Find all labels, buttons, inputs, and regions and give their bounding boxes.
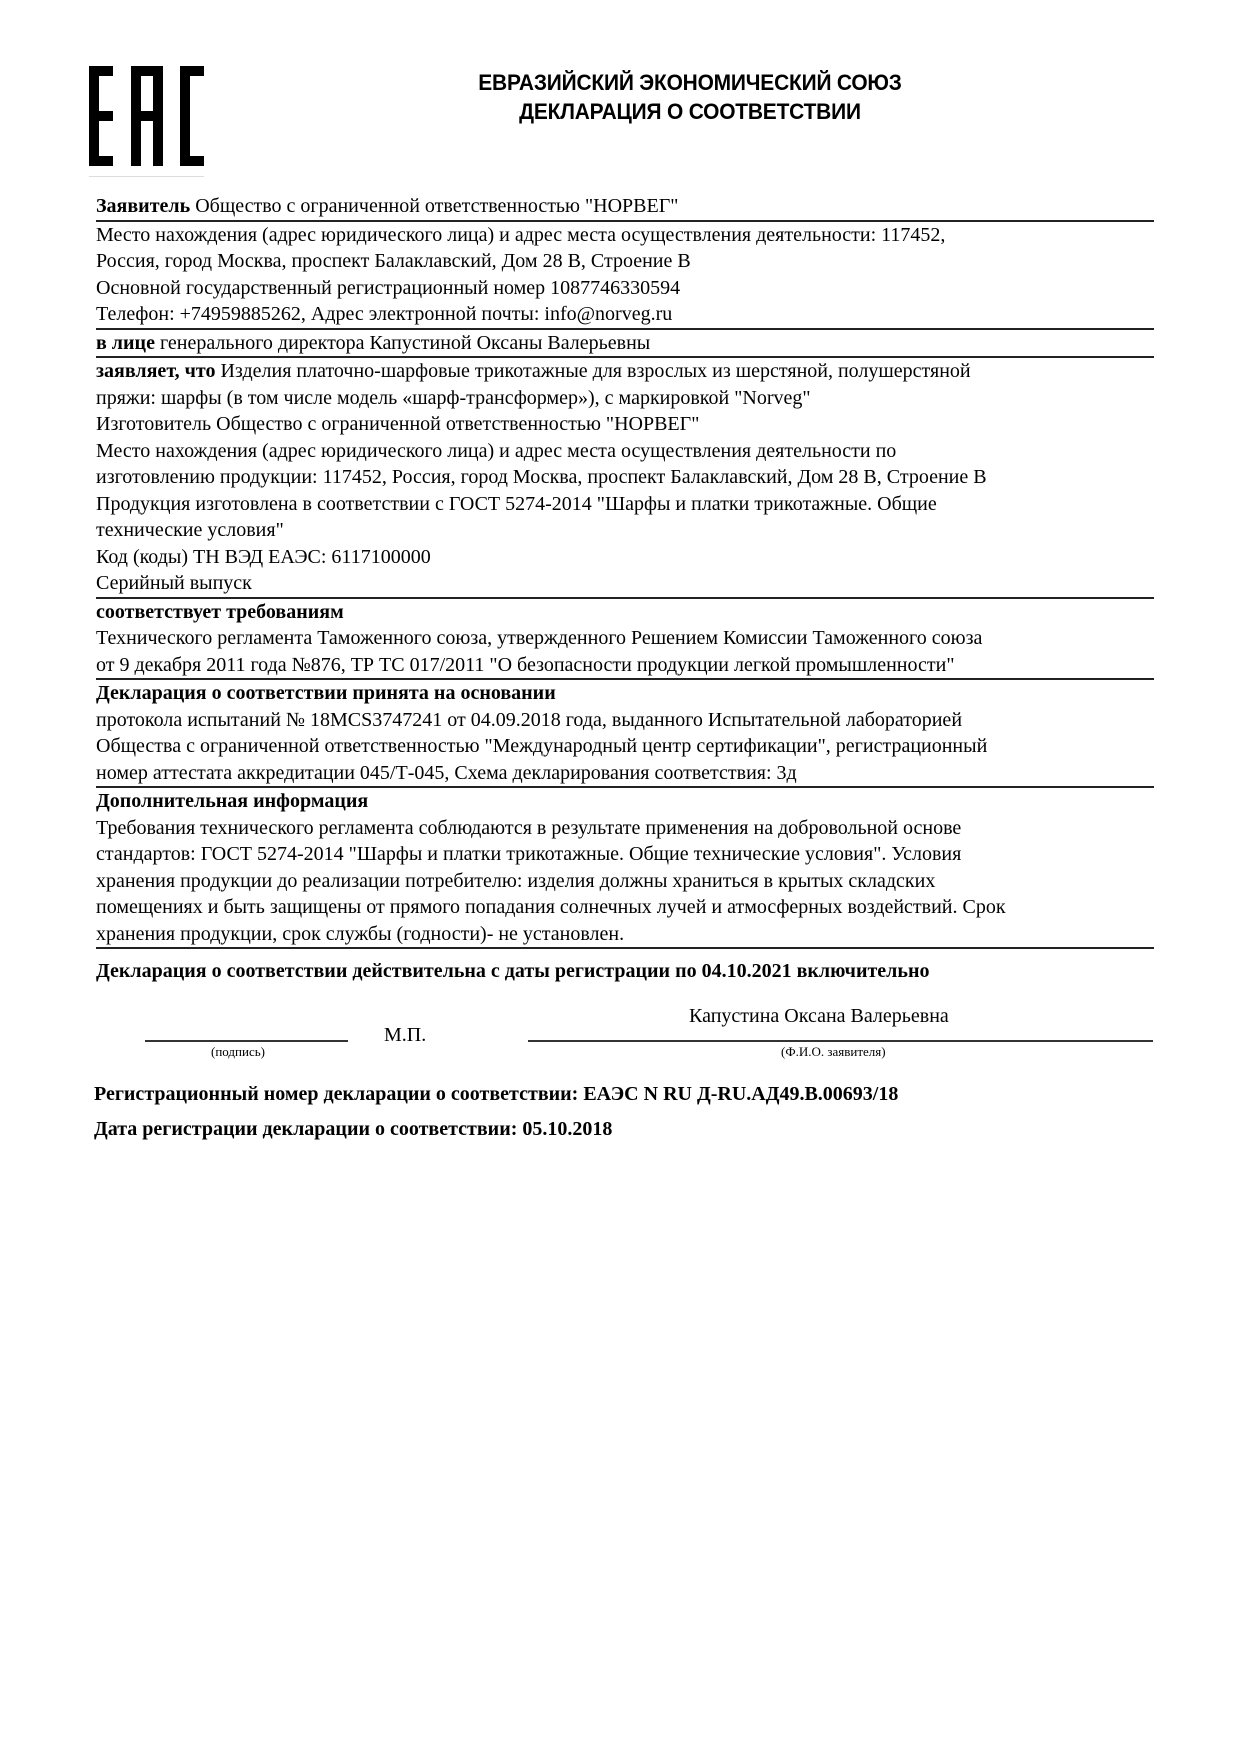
basis-line: Общества с ограниченной ответственностью "Международный центр сертификации", регистрационный [96,735,988,757]
regulation-line: Технического регламента Таможенного союза, утвержденного Решением Комиссии Таможенного союза [96,627,983,649]
registration-number: Регистрационный номер декларации о соответствии: ЕАЭС N RU Д-RU.АД49.В.00693/18 [94,1083,899,1105]
complies-label: соответствует требованиям [96,600,344,623]
manufacturer-address-line: изготовлению продукции: 117452, Россия, город Москва, проспект Балаклавский, Дом 28 В, Строение В [96,466,987,488]
address-line: Россия, город Москва, проспект Балаклавский, Дом 28 В, Строение В [96,250,691,272]
stamp-placeholder: М.П. [384,1024,427,1046]
additional-line: Требования технического регламента соблюдаются в результате применения на добровольной основе [96,816,962,839]
additional-line: помещениях и быть защищены от прямого попадания солнечных лучей и атмосферных воздействий. Срок [96,896,1006,918]
address-section [96,222,1154,330]
eac-logo [89,66,204,166]
declares-section [96,358,1154,599]
standard-line: Продукция изготовлена в соответствии с ГОСТ 5274-2014 "Шарфы и платки трикотажные. Общие [96,492,937,515]
document-header [355,68,1025,126]
hs-code-line: Код (коды) ТН ВЭД ЕАЭС: 6117100000 [96,545,431,568]
applicant-section [96,193,1154,222]
basis-label: Декларация о соответствии принята на основании [96,682,556,704]
additional-line: стандартов: ГОСТ 5274-2014 "Шарфы и платки трикотажные. Общие технические условия". Условия [96,843,962,865]
regulation-line: от 9 декабря 2011 года №876, ТР ТС 017/2011 "О безопасности продукции легкой промышленности" [96,653,955,676]
ogrn-line: Основной государственный регистрационный номер 1087746330594 [96,276,681,299]
applicant-value: Общество с ограниченной ответственностью "НОРВЕГ" [190,195,679,217]
basis-section [96,680,1154,788]
declares-label: заявляет, что [96,360,216,382]
logo-underline [89,176,204,177]
production-type-line: Серийный выпуск [96,572,252,594]
applicant-label: Заявитель [96,195,191,217]
additional-label: Дополнительная информация [96,790,369,812]
standard-line: технические условия" [96,519,284,541]
basis-line: протокола испытаний № 18MCS3747241 от 04.09.2018 года, выданного Испытательной лабораторией [96,708,963,731]
union-title: ЕВРАЗИЙСКИЙ ЭКОНОМИЧЕСКИЙ СОЮЗ [478,70,902,95]
represented-section [96,330,1154,359]
complies-section [96,599,1154,681]
represented-label: в лице [96,331,155,354]
product-line: Изделия платочно-шарфовые трикотажные для взрослых из шерстяной, полушерстяной [215,360,971,382]
basis-line: номер аттестата аккредитации 045/Т-045, Схема декларирования соответствия: 3д [96,761,797,784]
additional-line: хранения продукции до реализации потребителю: изделия должны храниться в крытых складских [96,869,936,892]
address-line: Место нахождения (адрес юридического лица) и адрес места осуществления деятельности: 117452, [96,223,946,246]
declaration-body [96,193,1154,949]
signature-line [145,1040,348,1042]
additional-section [96,788,1154,949]
contact-line: Телефон: +74959885262, Адрес электронной почты: info@norveg.ru [96,303,673,325]
declaration-title: ДЕКЛАРАЦИЯ О СООТВЕТСТВИИ [519,99,861,124]
manufacturer-address-line: Место нахождения (адрес юридического лица) и адрес места осуществления деятельности по [96,439,897,462]
additional-line: хранения продукции, срок службы (годности)- не установлен. [96,922,625,945]
signatory-name: Капустина Оксана Валерьевна [689,1005,949,1027]
represented-value: генерального директора Капустиной Оксаны Валерьевны [154,331,651,354]
name-line [528,1040,1153,1042]
name-caption: (Ф.И.О. заявителя) [781,1044,886,1059]
manufacturer-line: Изготовитель Общество с ограниченной ответственностью "НОРВЕГ" [96,413,700,435]
product-line: пряжи: шарфы (в том числе модель «шарф-трансформер»), с маркировкой "Norveg" [96,386,811,409]
registration-date: Дата регистрации декларации о соответствии: 05.10.2018 [94,1118,613,1140]
signature-caption: (подпись) [211,1044,265,1059]
validity-statement: Декларация о соответствии действительна с даты регистрации по 04.10.2021 включительно [96,960,930,982]
